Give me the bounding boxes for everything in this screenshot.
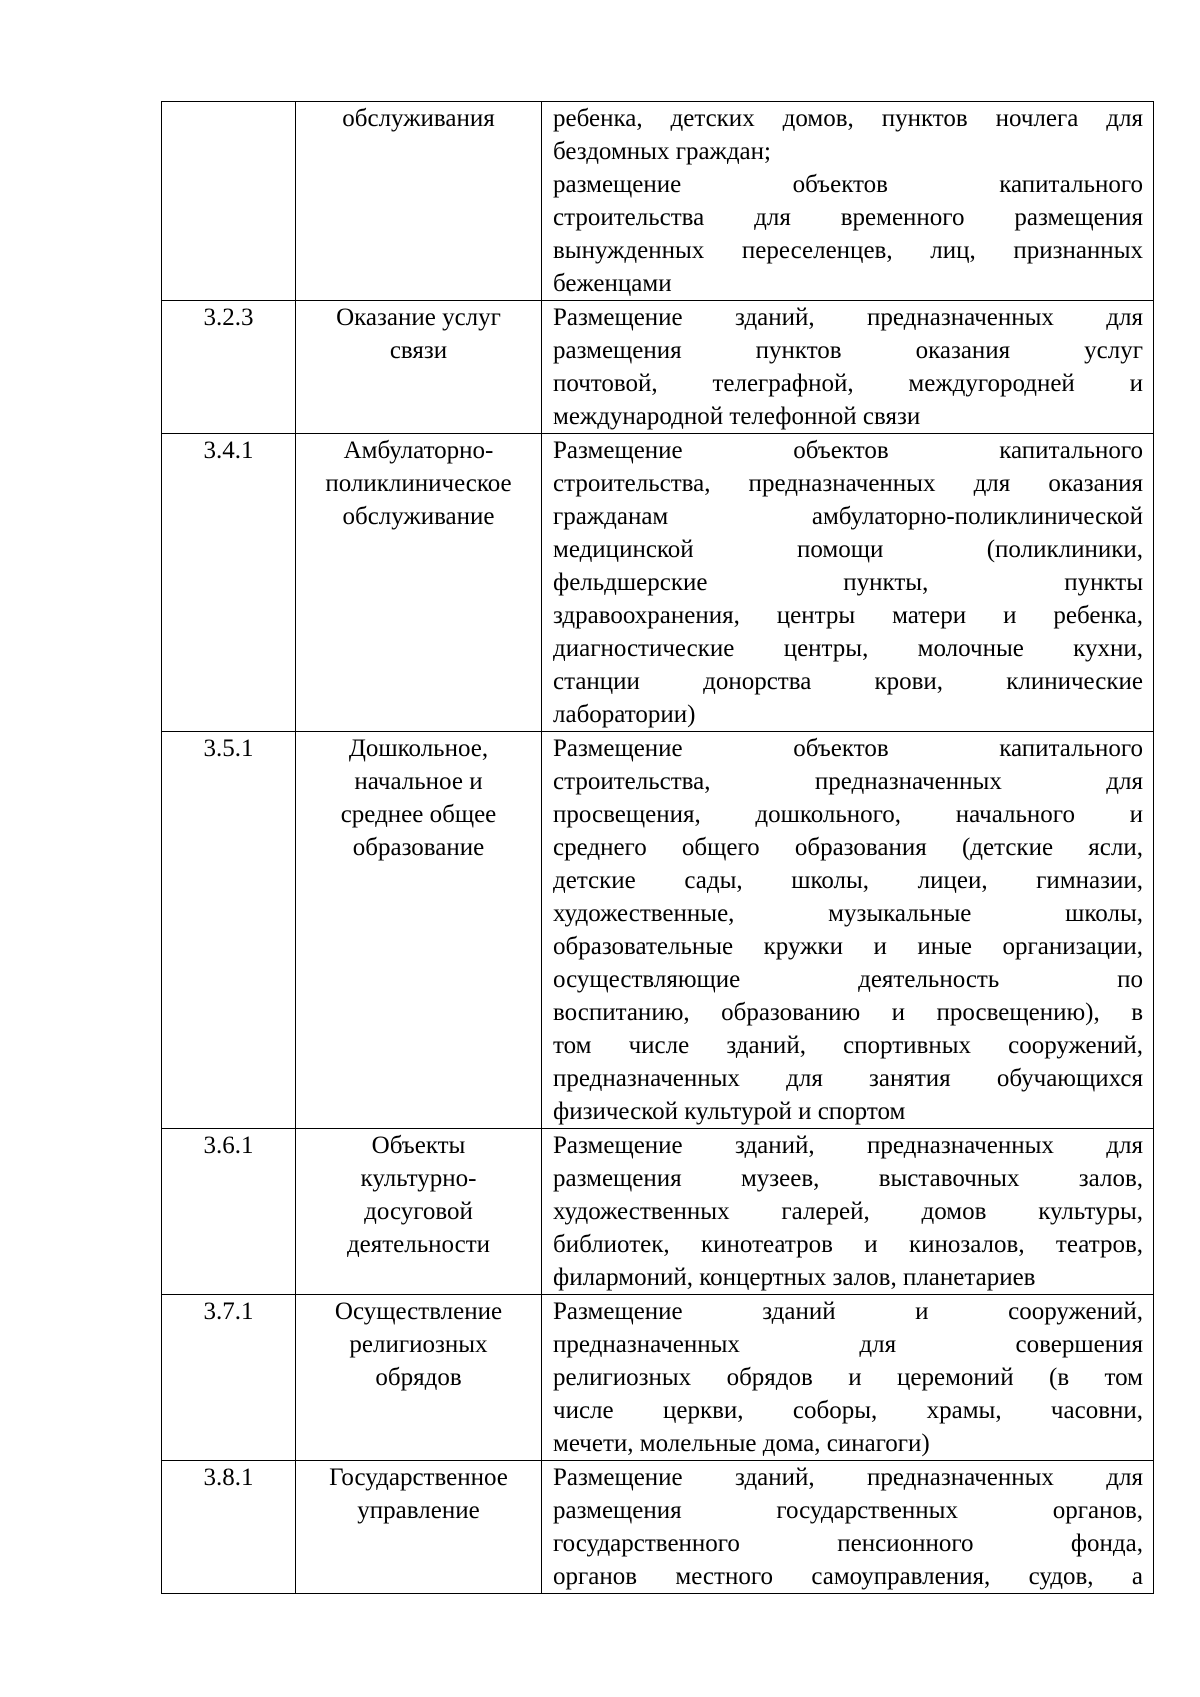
desc-line: Размещение зданий и сооружений,	[553, 1298, 1143, 1325]
desc-line: органов местного самоуправления, судов, а	[553, 1563, 1143, 1590]
desc-line: библиотек, кинотеатров и кинозалов, театров,	[553, 1231, 1143, 1258]
table-row	[162, 301, 1154, 434]
desc-line: физической культурой и спортом	[553, 1098, 906, 1125]
name-text: Объекты культурно-досуговой деятельности	[346, 1132, 491, 1258]
desc-line: среднего общего образования (детские ясли,	[553, 834, 1143, 861]
name-text: Дошкольное, начальное и среднее общее образование	[340, 735, 497, 861]
desc-line: художественных галерей, домов культуры,	[553, 1198, 1143, 1225]
description-cell	[542, 102, 1154, 301]
name-text: обслуживания	[342, 105, 495, 132]
code-cell	[162, 1461, 296, 1594]
code-text: 3.6.1	[203, 1132, 254, 1159]
code-text: 3.5.1	[203, 735, 254, 762]
desc-line: Размещение зданий, предназначенных для	[553, 304, 1143, 331]
land-use-table	[161, 101, 1154, 1594]
table-body	[162, 102, 1154, 1594]
name-cell	[296, 301, 542, 434]
desc-line: мечети, молельные дома, синагоги)	[553, 1430, 930, 1457]
description-cell	[542, 434, 1154, 732]
desc-line: просвещения, дошкольного, начального и	[553, 801, 1143, 828]
desc-line: диагностические центры, молочные кухни,	[553, 635, 1143, 662]
desc-line: ребенка, детских домов, пунктов ночлега для	[553, 105, 1143, 132]
name-text: Государственное управление	[329, 1464, 508, 1524]
name-cell	[296, 1129, 542, 1295]
name-cell	[296, 1295, 542, 1461]
description-cell	[542, 301, 1154, 434]
desc-line: государственного пенсионного фонда,	[553, 1530, 1143, 1557]
name-text: Осуществление религиозных обрядов	[334, 1298, 503, 1391]
desc-line: предназначенных для совершения	[553, 1331, 1143, 1358]
name-cell	[296, 434, 542, 732]
code-text: 3.4.1	[203, 437, 254, 464]
desc-line: здравоохранения, центры матери и ребенка,	[553, 602, 1143, 629]
name-cell	[296, 1461, 542, 1594]
desc-line: строительства, предназначенных для оказания	[553, 470, 1143, 497]
desc-line: строительства, предназначенных для	[553, 768, 1143, 795]
code-cell	[162, 434, 296, 732]
desc-line: почтовой, телеграфной, междугородней и	[553, 370, 1143, 397]
table-row	[162, 102, 1154, 301]
code-cell	[162, 1129, 296, 1295]
code-text: 3.8.1	[203, 1464, 254, 1491]
table-row	[162, 732, 1154, 1129]
description-cell	[542, 1295, 1154, 1461]
desc-line: беженцами	[553, 270, 672, 297]
code-cell	[162, 102, 296, 301]
desc-line: размещения пунктов оказания услуг	[553, 337, 1143, 364]
code-cell	[162, 1295, 296, 1461]
desc-line: фельдшерские пункты, пункты	[553, 569, 1143, 596]
desc-line: Размещение объектов капитального	[553, 735, 1143, 762]
desc-line: осуществляющие деятельность по	[553, 966, 1143, 993]
name-cell	[296, 732, 542, 1129]
desc-line: предназначенных для занятия обучающихся	[553, 1065, 1143, 1092]
description-cell	[542, 1129, 1154, 1295]
desc-line: международной телефонной связи	[553, 403, 921, 430]
desc-line: образовательные кружки и иные организации,	[553, 933, 1143, 960]
desc-line: строительства для временного размещения	[553, 204, 1143, 231]
desc-line: воспитанию, образованию и просвещению), в	[553, 999, 1143, 1026]
desc-line: художественные, музыкальные школы,	[553, 900, 1143, 927]
desc-line: числе церкви, соборы, храмы, часовни,	[553, 1397, 1143, 1424]
desc-line: детские сады, школы, лицеи, гимназии,	[553, 867, 1143, 894]
name-cell	[296, 102, 542, 301]
code-text: 3.2.3	[203, 304, 254, 331]
desc-line: Размещение объектов капитального	[553, 437, 1143, 464]
code-cell	[162, 732, 296, 1129]
desc-line: гражданам амбулаторно-поликлинической	[553, 503, 1143, 530]
desc-line: медицинской помощи (поликлиники,	[553, 536, 1143, 563]
desc-line: лаборатории)	[553, 701, 696, 728]
description-cell	[542, 732, 1154, 1129]
code-text: 3.7.1	[203, 1298, 254, 1325]
name-text: Оказание услуг связи	[336, 304, 501, 364]
table-row	[162, 1461, 1154, 1594]
table-row	[162, 434, 1154, 732]
desc-line: размещение объектов капитального	[553, 171, 1143, 198]
desc-line: размещения музеев, выставочных залов,	[553, 1165, 1143, 1192]
desc-line: религиозных обрядов и церемоний (в том	[553, 1364, 1143, 1391]
desc-line: Размещение зданий, предназначенных для	[553, 1464, 1143, 1491]
table-row	[162, 1295, 1154, 1461]
description-cell	[542, 1461, 1154, 1594]
desc-line: бездомных граждан;	[553, 138, 771, 165]
desc-line: филармоний, концертных залов, планетариев	[553, 1264, 1036, 1291]
desc-line: вынужденных переселенцев, лиц, признанных	[553, 237, 1143, 264]
desc-line: Размещение зданий, предназначенных для	[553, 1132, 1143, 1159]
desc-line: станции донорства крови, клинические	[553, 668, 1143, 695]
table-row	[162, 1129, 1154, 1295]
desc-line: том числе зданий, спортивных сооружений,	[553, 1032, 1143, 1059]
desc-line: размещения государственных органов,	[553, 1497, 1143, 1524]
code-cell	[162, 301, 296, 434]
name-text: Амбулаторно-поликлиническое обслуживание	[325, 437, 512, 530]
